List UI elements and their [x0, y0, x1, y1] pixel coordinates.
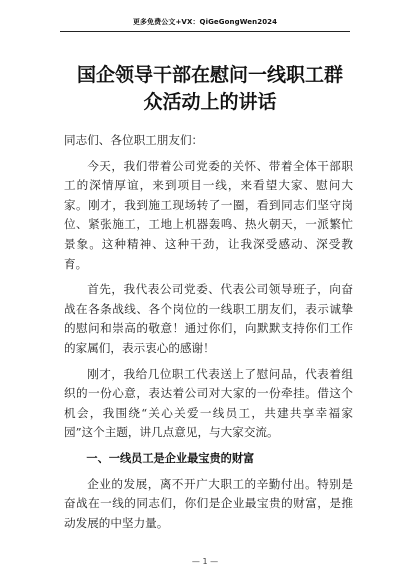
salutation: 同志们、各位职工朋友们： [64, 133, 204, 147]
paragraph-2: 首先，我代表公司党委、代表公司领导班子，向奋战在各条战线、各个岗位的一线职工朋友们，表示诚挚的慰问和崇高的敬意！通过你们，向默默支持你们工作的家属们，表示衷心的感谢！ [64, 282, 353, 355]
document-title: 国企领导干部在慰问一线职工群众活动上的讲话 [76, 64, 343, 113]
header-text: 更多免费公文+VX：QiGeGongWen2024 [132, 18, 278, 26]
section-heading-1: 一、一线员工是企业最宝贵的财富 [86, 451, 255, 465]
paragraph-3: 刚才，我给几位职工代表送上了慰问品，代表着组织的一份心意，表达着公司对大家的一份牵挂。借这个机会，我围绕“关心关爱一线员工，共建共享幸福家园”这个主题，讲几点意见，与大家交流。 [64, 366, 353, 440]
page-number: — 1 — [191, 557, 219, 566]
paragraph-1: 今天，我们带着公司党委的关怀、带着全体干部职工的深情厚谊，来到项目一线，来看望大家、慰问大家。刚才，我到施工现场转了一圈，看到同志们坚守岗位、紧张施工，工地上机器轰鸣、热火朝天，一派繁忙景象。这种精神、这种干劲，让我深受感动、深受教育。 [64, 158, 353, 271]
paragraph-4: 企业的发展，离不开广大职工的辛勤付出。特别是奋战在一线的同志们，你们是企业最宝贵的财富，是推动发展的中坚力量。 [64, 476, 353, 530]
document-body [64, 131, 353, 539]
header-rule [60, 31, 350, 32]
